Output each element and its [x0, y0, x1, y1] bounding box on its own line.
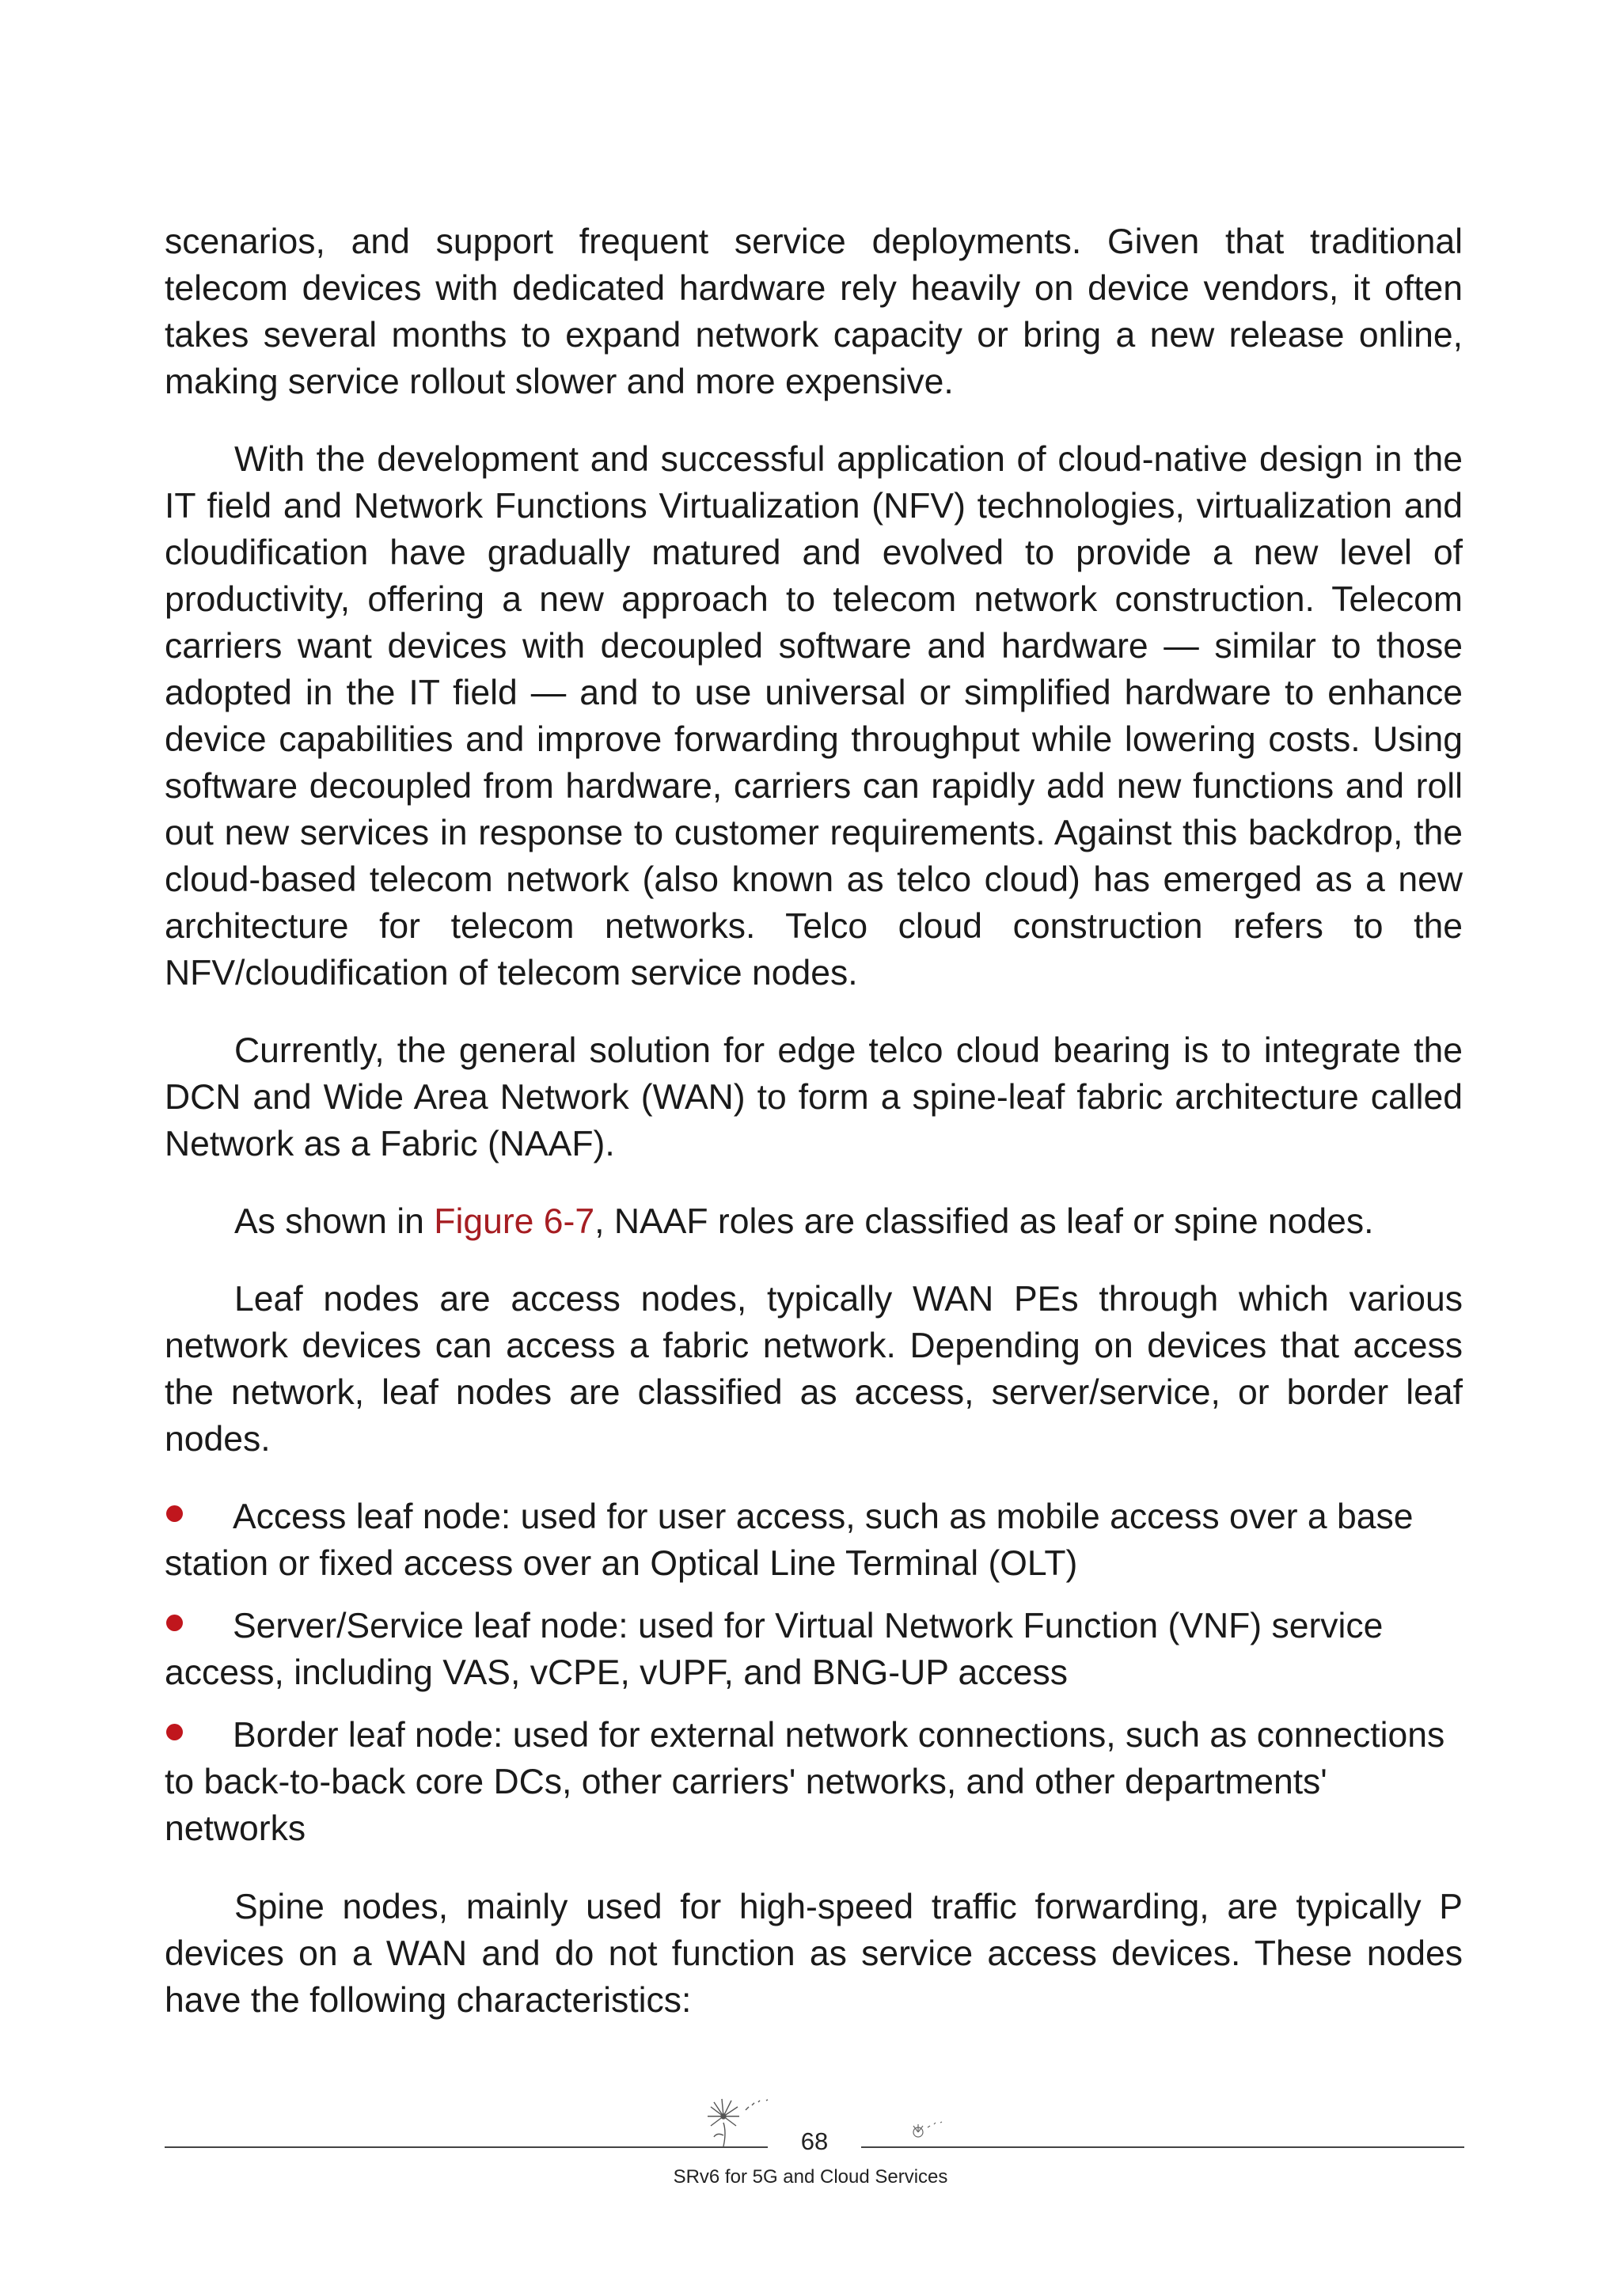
paragraph-figure-reference: [165, 1198, 1463, 1245]
figure-reference-suffix: , NAAF roles are classified as leaf or spine nodes.: [594, 1202, 1374, 1241]
list-item-access-leaf: [165, 1493, 1463, 1587]
figure-6-7-link[interactable]: Figure 6-7: [434, 1202, 595, 1241]
list-item-text: Access leaf node: used for user access, such as mobile access over a base station or fixed access over an Optical Line Terminal (OLT): [165, 1497, 1414, 1583]
footer-rule-right: [861, 2146, 1464, 2148]
list-item-border-leaf: [165, 1712, 1463, 1852]
leaf-node-types-list: [165, 1493, 1463, 1852]
dandelion-seed-icon: [909, 2118, 947, 2143]
list-item-text: Border leaf node: used for external network connections, such as connections to back-to-back core DCs, other carriers' networks, and other departments' networks: [165, 1716, 1445, 1848]
footer-rule-left: [165, 2146, 768, 2148]
paragraph-leaf-nodes: Leaf nodes are access nodes, typically WAN PEs through which various network devices can access a fabric network. Depending on devices that access the network, leaf nodes are classified as access, server/service, or border leaf nodes.: [165, 1280, 1463, 1459]
bullet-icon: [166, 1615, 183, 1631]
page-body: [165, 218, 1463, 2055]
figure-reference-prefix: As shown in: [234, 1202, 435, 1241]
paragraph-naaf-solution: Currently, the general solution for edge telco cloud bearing is to integrate the DCN and Wide Area Network (WAN) to form a spine-leaf fabric architecture called Network as a Fabric (NAAF).: [165, 1031, 1463, 1163]
list-item-service-leaf: [165, 1603, 1463, 1696]
paragraph-intro-continuation: scenarios, and support frequent service deployments. Given that traditional telecom devices with dedicated hardware rely heavily on device vendors, it often takes several months to expand network capacity or bring a new release online, making service rollout slower and more expensive.: [165, 222, 1463, 401]
paragraph-spine-nodes: Spine nodes, mainly used for high-speed traffic forwarding, are typically P devices on a WAN and do not function as service access devices. These nodes have the following characteristics:: [165, 1888, 1463, 2020]
page-number: 68: [800, 2127, 829, 2155]
bullet-icon: [166, 1724, 183, 1740]
dandelion-icon: [700, 2096, 779, 2148]
paragraph-nfv-background: With the development and successful application of cloud-native design in the IT field and Network Functions Virtualization (NFV) technologies, virtualization and cloudification have gradually matured and evolved to provide a new level of productivity, offering a new approach to telecom network construction. Telecom carriers want devices with decoupled software and hardware — similar to those adopted in the IT field — and to use universal or simplified hardware to enhance device capabilities and improve forwarding throughput while lowering costs. Using software decoupled from hardware, carriers can rapidly add new functions and roll out new services in response to customer requirements. Against this backdrop, the cloud-based telecom network (also known as telco cloud) has emerged as a new architecture for telecom networks. Telco cloud construction refers to the NFV/cloudification of telecom service nodes.: [165, 440, 1463, 992]
bullet-icon: [166, 1505, 183, 1522]
footer-book-title: SRv6 for 5G and Cloud Services: [673, 2166, 948, 2188]
list-item-text: Server/Service leaf node: used for Virtual Network Function (VNF) service access, including VAS, vCPE, vUPF, and BNG-UP access: [165, 1607, 1384, 1692]
